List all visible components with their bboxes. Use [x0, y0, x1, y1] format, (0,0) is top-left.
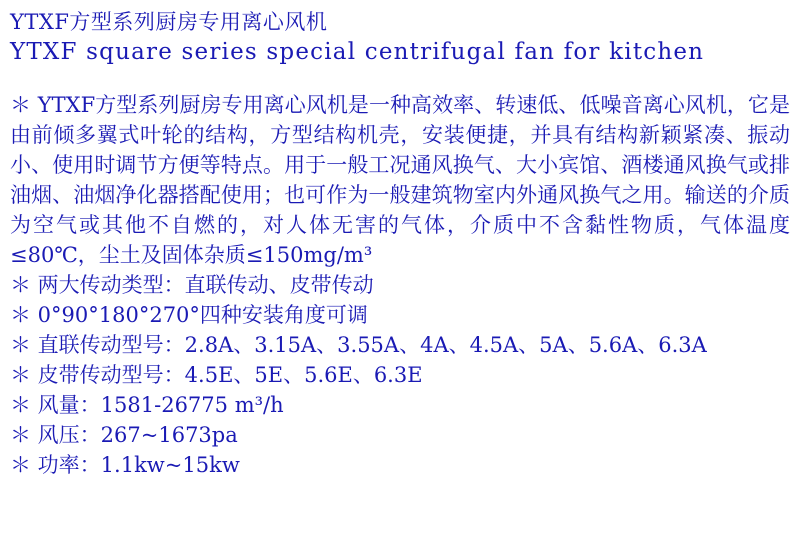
spec-line-airflow: ＊ 风量：1581-26775 m³/h: [10, 393, 284, 417]
title-body-spacer: [10, 68, 790, 90]
description-body: [10, 90, 790, 480]
spec-line-belt-drive-models: ＊ 皮带传动型号：4.5E、5E、5.6E、6.3E: [10, 363, 423, 387]
spec-line-drive-types: ＊ 两大传动类型：直联传动、皮带传动: [10, 273, 374, 297]
page-title-chinese: YTXF方型系列厨房专用离心风机: [10, 10, 328, 34]
spec-line-direct-drive-models: ＊ 直联传动型号：2.8A、3.15A、3.55A、4A、4.5A、5A、5.6A、6.3A: [10, 333, 707, 357]
page-title-english: YTXF square series special centrifugal fan for kitchen: [10, 39, 705, 65]
intro-paragraph: ＊ YTXF方型系列厨房专用离心风机是一种高效率、转速低、低噪音离心风机，它是由前倾多翼式叶轮的结构，方型结构机壳，安装便捷，并具有结构新颖紧凑、振动小、使用时调节方便等特点。用于一般工况通风换气、大小宾馆、酒楼通风换气或排油烟、油烟净化器搭配使用；也可作为一般建筑物室内外通风换气之用。输送的介质为空气或其他不自燃的，对人体无害的气体，介质中不含黏性物质，气体温度≤80℃，尘土及固体杂质≤150mg/m³: [10, 93, 790, 267]
spec-line-mounting-angles: ＊ 0°90°180°270°四种安装角度可调: [10, 303, 368, 327]
spec-line-pressure: ＊ 风压：267~1673pa: [10, 423, 238, 447]
spec-line-power: ＊ 功率：1.1kw~15kw: [10, 453, 240, 477]
